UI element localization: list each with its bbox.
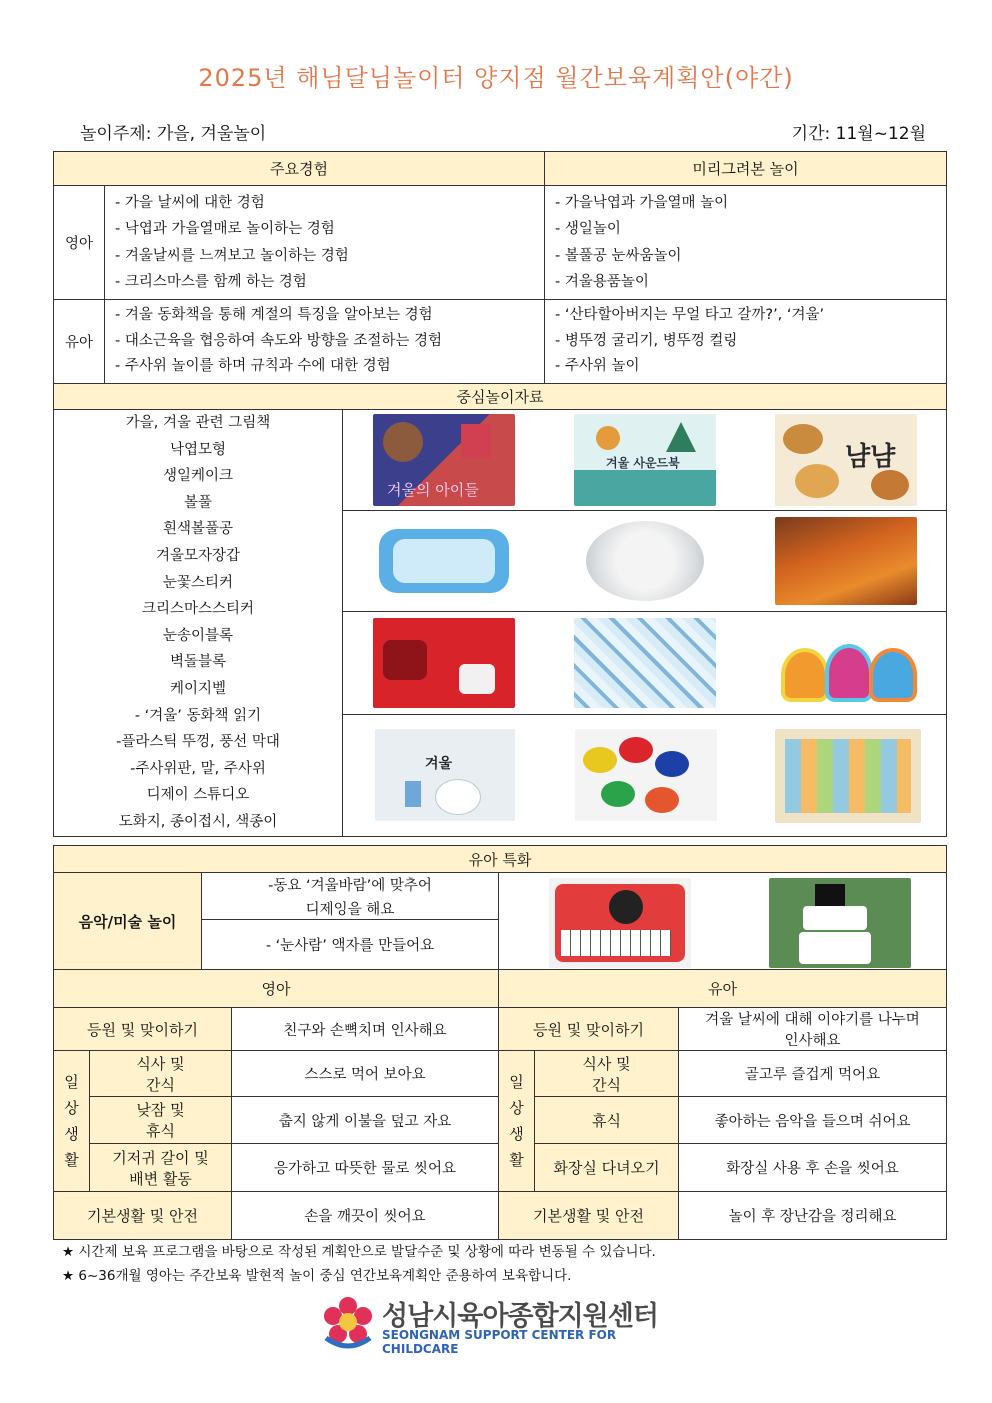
activity-text: -동요 ‘겨울바람’에 맞추어 [268, 877, 432, 894]
christmas-hat-gloves-image [373, 618, 515, 708]
cell-text: 휴식 [146, 1122, 175, 1140]
dj-studio-image [549, 878, 691, 968]
cage-bells-image [775, 618, 917, 708]
list-item: - 겨울날씨를 느껴보고 놀이하는 경험 [115, 247, 349, 264]
ball-pool-image [373, 517, 515, 605]
flower-logo-icon [320, 1294, 376, 1350]
list-item: - ‘산타할아버지는 무얼 타고 갈까?’, ‘겨울’ [555, 307, 825, 324]
cell-text: 낮잠 및 [136, 1101, 185, 1119]
toddler-safety: 놀이 후 장난감을 정리해요 [679, 1192, 947, 1240]
vertical-char: 활 [64, 1151, 79, 1169]
infant-meal-label [90, 1051, 232, 1097]
play-theme: 놀이주제: 가을, 겨울놀이 [80, 124, 267, 144]
autumn-leaves-image [775, 517, 917, 605]
footnote: ★ 시간제 보육 프로그램을 바탕으로 작성된 계획안으로 발달수준 및 상황에 따라 변동될 수 있습니다. [62, 1244, 656, 1260]
infant-safety-label: 기본생활 및 안전 [54, 1192, 232, 1240]
list-item: - 병뚜껑 굴리기, 병뚜껑 컬링 [555, 332, 738, 349]
planned-play-header: 미리그려본 놀이 [545, 152, 947, 186]
list-item: -주사위판, 말, 주사위 [130, 760, 266, 777]
bottle-caps-image [575, 729, 717, 821]
toddler-plays [545, 300, 947, 384]
infant-diaper: 응가하고 따뜻한 물로 씻어요 [232, 1144, 499, 1192]
list-item: 생일케이크 [162, 468, 234, 485]
footnote: ★ 6~36개월 영아는 주간보육 발현적 놀이 중심 연간보육계획안 준용하여 보육합니다. [62, 1268, 572, 1284]
cell-text: 인사해요 [784, 1033, 841, 1049]
toddler-arrival-label: 등원 및 맞이하기 [499, 1008, 679, 1051]
infant-daily-life-label [54, 1051, 90, 1192]
materials-image-row-4 [343, 715, 947, 836]
list-item: 눈꽃스티커 [162, 574, 234, 591]
list-item: 벽돌블록 [169, 654, 227, 671]
infant-daily-header: 영아 [54, 970, 499, 1008]
list-item: - 대소근육을 협응하여 속도와 방향을 조절하는 경험 [115, 332, 443, 349]
list-item: - 겨울 동화책을 통해 계절의 특징을 알아보는 경험 [115, 307, 433, 324]
cell-text: 기저귀 갈이 및 [112, 1148, 209, 1167]
list-item: 디제이 스튜디오 [146, 787, 250, 804]
cell-text: 간식 [146, 1075, 175, 1094]
snowman-frame-image [769, 878, 911, 968]
list-item: 케이지벨 [169, 680, 227, 697]
vertical-char: 상 [509, 1099, 524, 1117]
vertical-char: 일 [64, 1073, 79, 1091]
list-item: - 낙엽과 가을열매로 놀이하는 경험 [115, 221, 335, 237]
book-title: 겨울 [425, 756, 453, 773]
page-title: 2025년 해님달님놀이터 양지점 월간보육계획안(야간) [198, 64, 794, 92]
list-item: 겨울모자장갑 [155, 547, 241, 564]
list-item: 볼풀 [183, 494, 212, 511]
list-item: -플라스틱 뚜껑, 풍선 막대 [116, 734, 280, 751]
center-name: 성남시육아종합지원센터 [382, 1301, 658, 1332]
list-item: - 겨울용품놀이 [555, 274, 649, 290]
infant-nap-label [90, 1097, 232, 1144]
toddler-safety-label: 기본생활 및 안전 [499, 1192, 679, 1240]
toddler-rest-label: 휴식 [535, 1097, 679, 1144]
toddler-arrival [679, 1008, 947, 1051]
infant-arrival: 친구와 손뼉치며 인사해요 [232, 1008, 499, 1051]
list-item: 낙엽모형 [169, 441, 227, 458]
vertical-char: 상 [64, 1099, 79, 1117]
list-item: 흰색볼풀공 [162, 521, 234, 538]
snowflake-stickers-image [574, 618, 716, 708]
toddler-meal-label [535, 1051, 679, 1097]
activity-text: 디제잉을 해요 [305, 901, 395, 918]
toddler-meal: 골고루 즐겁게 먹어요 [679, 1051, 947, 1097]
cell-text: 식사 및 [582, 1054, 631, 1073]
vertical-char: 일 [509, 1073, 524, 1091]
cell-text: 겨울 날씨에 대해 이야기를 나누며 [705, 1012, 920, 1028]
list-item: 눈송이블록 [162, 627, 234, 644]
list-item: - 주사위 놀이를 하며 규칙과 수에 대한 경험 [115, 358, 391, 375]
materials-image-row-1 [343, 410, 947, 511]
book-title: 겨울 사운드북 [606, 456, 680, 470]
book-title: 냠냠 [845, 442, 896, 472]
infant-label: 영아 [54, 186, 105, 300]
list-item: 가을, 겨울 관련 그림책 [125, 415, 271, 431]
daily-table [53, 969, 947, 1240]
list-item: - 크리스마스를 함께 하는 경험 [115, 274, 307, 290]
special-images [499, 873, 947, 970]
materials-header: 중심놀이자료 [54, 384, 947, 410]
yum-yum-book-image [775, 414, 917, 506]
dj-activity [202, 873, 499, 920]
vertical-char: 활 [509, 1151, 524, 1169]
winter-children-book-image [373, 414, 515, 506]
infant-plays [545, 186, 947, 300]
snowman-activity: - ‘눈사람’ 액자를 만들어요 [202, 920, 499, 970]
plan-table [53, 151, 947, 837]
plan-period: 기간: 11월~12월 [791, 124, 926, 144]
list-item: 크리스마스스티커 [141, 601, 255, 618]
materials-image-row-3 [343, 612, 947, 715]
special-header: 유아 특화 [54, 846, 947, 873]
infant-meal: 스스로 먹어 보아요 [232, 1051, 499, 1097]
center-logo [320, 1292, 680, 1356]
vertical-char: 생 [64, 1125, 79, 1143]
vertical-char: 생 [509, 1125, 524, 1143]
infant-experiences [105, 186, 545, 300]
infant-diaper-label [90, 1144, 232, 1192]
music-art-label: 음악/미술 놀이 [54, 873, 202, 970]
cell-text: 배변 활동 [129, 1169, 192, 1188]
list-item: - ‘겨울’ 동화책 읽기 [134, 707, 262, 724]
toddler-label: 유아 [54, 300, 105, 384]
list-item: - 볼풀공 눈싸움놀이 [555, 247, 682, 264]
toddler-toilet-label: 화장실 다녀오기 [535, 1144, 679, 1192]
toddler-rest: 좋아하는 음악을 들으며 쉬어요 [679, 1097, 947, 1144]
toddler-toilet: 화장실 사용 후 손을 씻어요 [679, 1144, 947, 1192]
book-title: 겨울의 아이들 [387, 481, 479, 499]
infant-nap: 춥지 않게 이불을 덮고 자요 [232, 1097, 499, 1144]
toddler-experiences [105, 300, 545, 384]
white-balls-image [574, 517, 716, 605]
center-name-en: SEONGNAM SUPPORT CENTER FOR CHILDCARE [382, 1328, 617, 1356]
toddler-daily-header: 유아 [499, 970, 947, 1008]
list-item: - 가을낙엽과 가을열매 놀이 [555, 194, 729, 211]
cell-text: 간식 [592, 1075, 622, 1094]
winter-book-image [375, 729, 515, 821]
special-table [53, 845, 947, 970]
cell-text: 식사 및 [136, 1054, 185, 1073]
toddler-daily-life-label [499, 1051, 535, 1192]
list-item: - 생일놀이 [555, 221, 621, 237]
main-experience-header: 주요경험 [54, 152, 545, 186]
list-item: 도화지, 종이접시, 색종이 [118, 813, 278, 830]
infant-arrival-label: 등원 및 맞이하기 [54, 1008, 232, 1051]
materials-image-row-2 [343, 511, 947, 612]
materials-list [54, 410, 343, 837]
winter-sound-book-image [574, 414, 716, 506]
list-item: - 주사위 놀이 [555, 358, 640, 375]
list-item: - 가을 날씨에 대한 경험 [115, 194, 265, 211]
infant-safety: 손을 깨끗이 씻어요 [232, 1192, 499, 1240]
dice-board-game-image [775, 729, 921, 823]
